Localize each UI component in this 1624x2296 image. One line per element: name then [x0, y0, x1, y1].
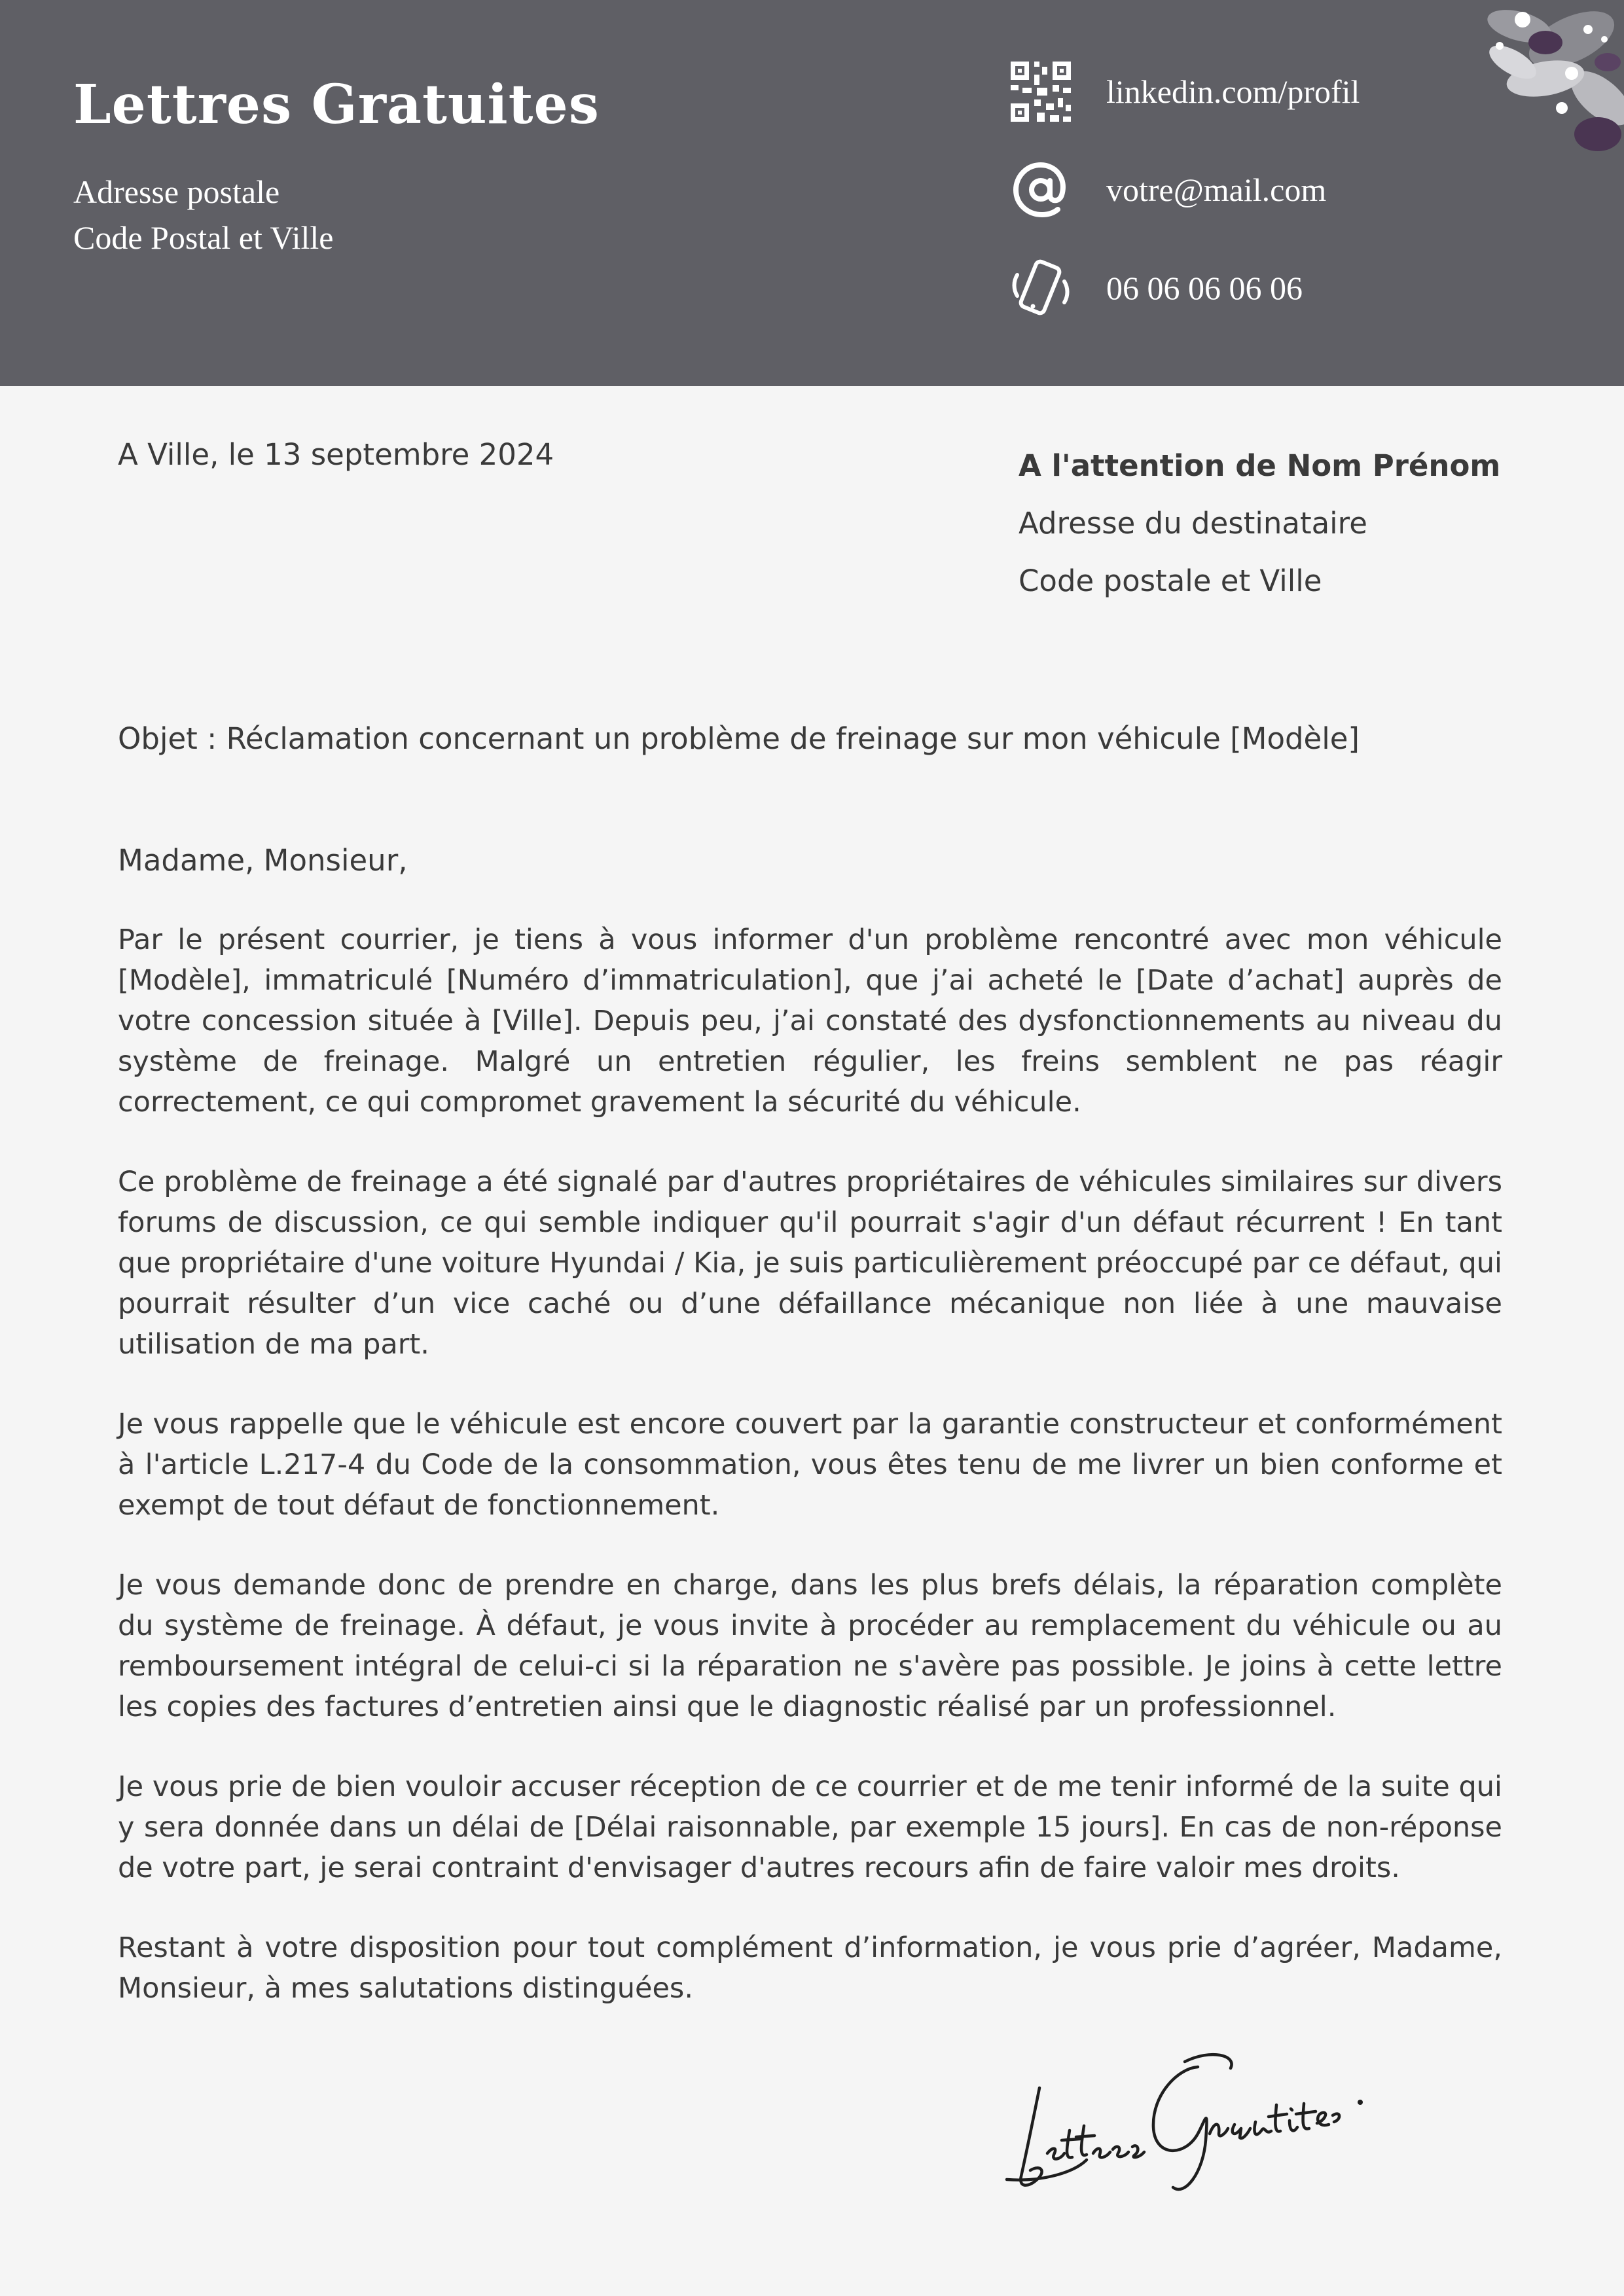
contact-email	[1008, 157, 1466, 223]
contact-linkedin	[1008, 59, 1466, 124]
recipient-block	[1019, 437, 1500, 610]
sender-name: Lettres Gratuites	[73, 73, 600, 136]
handwritten-signature	[1001, 2042, 1381, 2199]
paragraph: Restant à votre disposition pour tout complément d’information, je vous prie d’agréer, Madame, Monsieur, à mes salutations distinguées.	[118, 1931, 1502, 2005]
paragraph: Par le présent courrier, je tiens à vous informer d'un problème rencontré avec mon véhicule [Modèle], immatriculé [Numéro d’immatriculation], que j’ai acheté le [Date d’achat] auprès de votre concession située à [Ville]. Depuis peu, j’ai constaté des dysfonctionnements au niveau du système de freinage. Malgré un entretien régulier, les freins semblent ne pas réagir correctement, ce qui compromet gravement la sécurité du véhicule.	[118, 924, 1502, 1119]
recipient-address: Adresse du destinataire	[1019, 506, 1367, 541]
at-sign-icon	[1008, 157, 1074, 223]
letterhead	[0, 0, 1624, 386]
recipient-city: Code postale et Ville	[1019, 564, 1322, 598]
letter-body	[118, 920, 1502, 2048]
paragraph: Ce problème de freinage a été signalé par d'autres propriétaires de véhicules similaires sur divers forums de discussion, ce qui semble indiquer qu'il pourrait s'agir d'un défaut récurrent ! En tant que propriétaire d'une voiture Hyundai / Kia, je suis particulièrement préoccupé par ce défaut, qui pourrait résulter d’un vice caché ou d’une défaillance mécanique non liée à une mauvaise utilisation de ma part.	[118, 1166, 1502, 1361]
paragraph: Je vous demande donc de prendre en charge, dans les plus brefs délais, la réparation complète du système de freinage. À défaut, je vous invite à procéder au remplacement du véhicule ou au remboursement intégral de celui-ci si la réparation ne s'avère pas possible. Je joins à cette lettre les copies des factures d’entretien ainsi que le diagnostic réalisé par un professionnel.	[118, 1569, 1502, 1723]
contact-phone	[1008, 255, 1466, 321]
qr-code-icon	[1008, 59, 1074, 124]
subject-line: Objet : Réclamation concernant un problème de freinage sur mon véhicule [Modèle]	[118, 721, 1360, 756]
floral-decoration	[1473, 0, 1624, 157]
sender-address-line2: Code Postal et Ville	[73, 219, 334, 256]
sender-address	[73, 169, 333, 260]
email-text: votre@mail.com	[1106, 171, 1327, 208]
sender-address-line1: Adresse postale	[73, 173, 280, 210]
greeting: Madame, Monsieur,	[118, 843, 408, 878]
linkedin-text: linkedin.com/profil	[1106, 73, 1360, 110]
phone-text: 06 06 06 06 06	[1106, 270, 1303, 306]
phone-icon	[1008, 255, 1074, 321]
recipient-name: A l'attention de Nom Prénom	[1019, 448, 1501, 483]
paragraph: Je vous rappelle que le véhicule est encore couvert par la garantie constructeur et conformément à l'article L.217-4 du Code de la consommation, vous êtes tenu de me livrer un bien conforme et exempt de tout défaut de fonctionnement.	[118, 1408, 1502, 1522]
date-line: A Ville, le 13 septembre 2024	[118, 437, 554, 472]
paragraph: Je vous prie de bien vouloir accuser réception de ce courrier et de me tenir informé de la suite qui y sera donnée dans un délai de [Délai raisonnable, par exemple 15 jours]. En cas de non-réponse de votre part, je serai contraint d'envisager d'autres recours afin de faire valoir mes droits.	[118, 1770, 1502, 1884]
